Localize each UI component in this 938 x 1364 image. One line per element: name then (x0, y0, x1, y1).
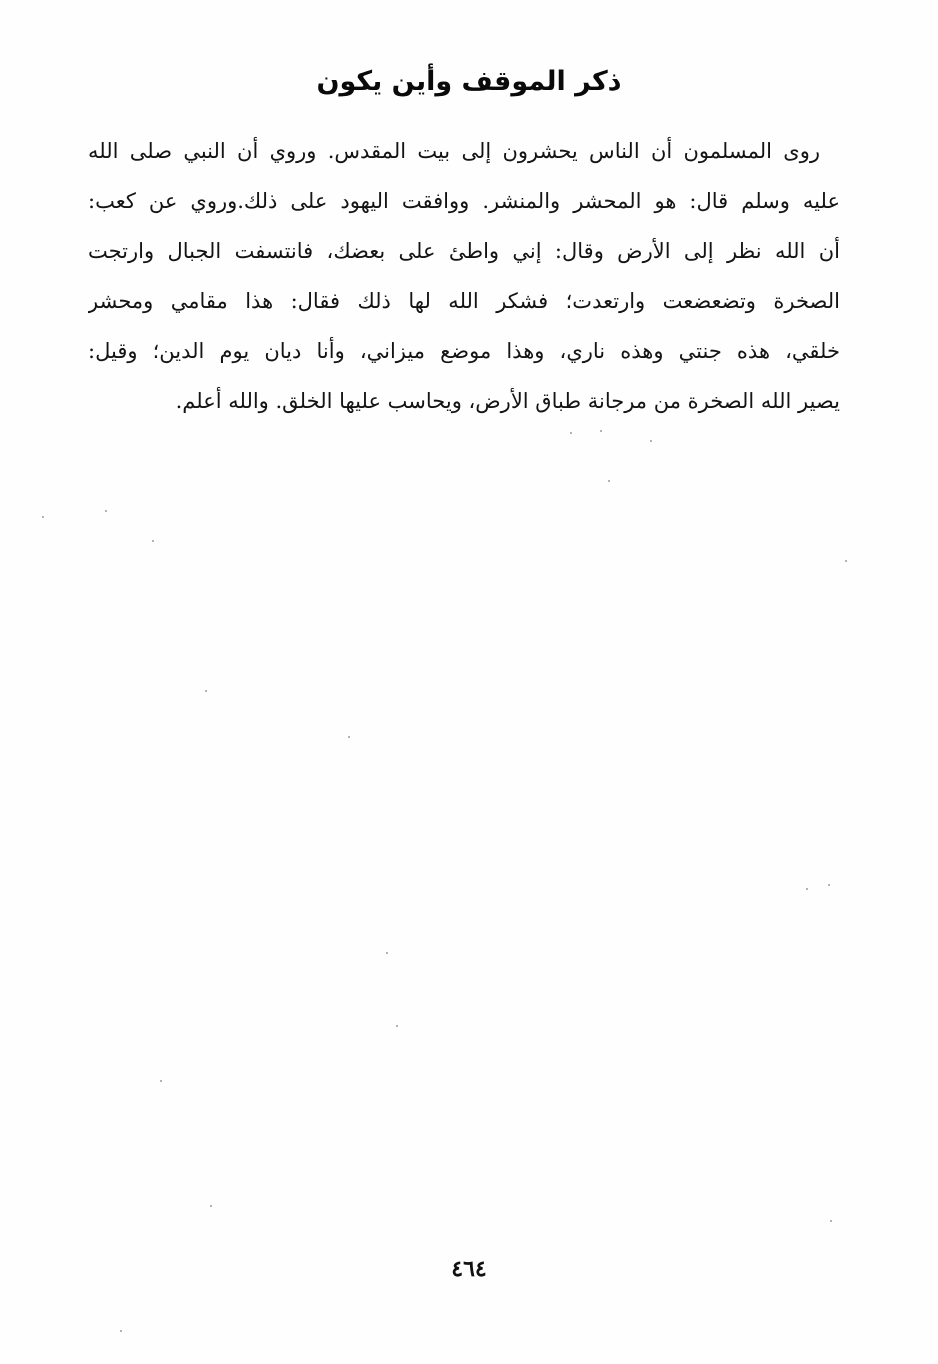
scan-speck (386, 952, 388, 954)
scan-speck (205, 690, 207, 692)
page-number: ٤٦٤ (451, 1256, 487, 1282)
paragraph-line: خلقي، هذه جنتي وهذه ناري، وهذا موضع ميزاني، وأنا ديان يوم الدين؛ وقيل: (88, 339, 840, 363)
paragraph-line: الصخرة وتضعضعت وارتعدت؛ فشكر الله لها ذلك فقال: هذا مقامي ومحشر (88, 289, 840, 313)
scan-speck (152, 540, 154, 542)
paragraph-line: روى المسلمون أن الناس يحشرون إلى بيت المقدس. وروي أن النبي صلى الله (88, 139, 820, 163)
scan-speck (600, 430, 602, 432)
paragraph-line: عليه وسلم قال: هو المحشر والمنشر. ووافقت اليهود على ذلك.وروي عن كعب: (88, 189, 840, 213)
scan-speck (105, 510, 107, 512)
scan-speck (608, 480, 610, 482)
scan-speck (806, 888, 808, 890)
scan-speck (650, 440, 652, 442)
scan-speck (348, 736, 350, 738)
scan-speck (120, 1330, 122, 1332)
paragraph-line: أن الله نظر إلى الأرض وقال: إني واطئ على بعضك، فانتسفت الجبال وارتجت (88, 239, 840, 263)
scan-speck (210, 1205, 212, 1207)
body-paragraph (88, 126, 840, 426)
scan-speck (396, 1025, 398, 1027)
scan-speck (828, 884, 830, 886)
paragraph-line: يصير الله الصخرة من مرجانة طباق الأرض، ويحاسب عليها الخلق. والله أعلم. (175, 389, 840, 413)
section-heading: ذكر الموقف وأين يكون (316, 66, 622, 97)
scan-speck (830, 1220, 832, 1222)
scan-speck (42, 516, 44, 518)
scan-speck (845, 560, 847, 562)
scan-speck (160, 1080, 162, 1082)
scan-speck (570, 432, 572, 434)
